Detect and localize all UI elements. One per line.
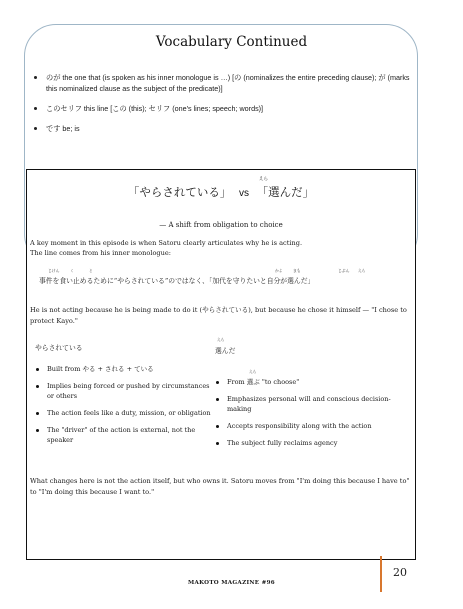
page-number-rule bbox=[380, 556, 382, 592]
left-column-list bbox=[33, 364, 213, 452]
right-bullet: Accepts responsibility along with the action bbox=[213, 421, 405, 431]
vocabulary-title: Vocabulary Continued bbox=[155, 34, 308, 50]
quote-furigana: かよ bbox=[275, 268, 283, 273]
right-bullet: The subject fully reclaims agency bbox=[213, 438, 405, 448]
right-column-list bbox=[213, 377, 405, 455]
headline-furigana: えら bbox=[259, 177, 268, 182]
magazine-footer: MAKOTO MAGAZINE #96 bbox=[188, 580, 275, 586]
vocab-item-noga: のが the one that (is spoken as his inner monologue is …) [の (nominalizes the entire preceding clause); が (marks this nominalized clause as the subject of the predicate)] bbox=[30, 72, 410, 94]
left-bullet: The "driver" of the action is external, not the speaker bbox=[33, 425, 213, 445]
headline-left: 「やらされている」 bbox=[127, 185, 232, 199]
quote-furigana: じぶん bbox=[338, 268, 350, 273]
subheading: — A shift from obligation to choice bbox=[159, 221, 283, 229]
right-bullet: Emphasizes personal will and conscious decision-making bbox=[213, 394, 405, 414]
vocab-item-desu: です be; is bbox=[30, 123, 410, 134]
headline-vs: vs bbox=[239, 188, 249, 199]
quote-furigana: く bbox=[70, 268, 74, 273]
headline bbox=[27, 184, 415, 200]
vocabulary-list bbox=[30, 72, 410, 143]
quote-furigana: と bbox=[89, 268, 93, 273]
intro-line-2: The line comes from his inner monologue: bbox=[30, 249, 172, 257]
left-bullet: Built from やる + される + ている bbox=[33, 364, 213, 374]
right-column-heading: 選んだ bbox=[215, 347, 236, 355]
right-bullet: From 選ぶ "to choose" bbox=[213, 377, 405, 387]
quote-furigana: えら bbox=[358, 268, 366, 273]
left-bullet: The action feels like a duty, mission, or obligation bbox=[33, 408, 213, 418]
headline-right: 「選んだ」 bbox=[256, 185, 315, 199]
quote-furigana: じけん bbox=[48, 268, 60, 273]
intro-line-1: A key moment in this episode is when Satoru clearly articulates why he is acting. bbox=[30, 239, 303, 247]
left-bullet: Implies being forced or pushed by circumstances or others bbox=[33, 381, 213, 401]
inner-monologue-quote: 事件を食い止めるために“やらされている”のではなく、「加代を守りたいと自分が選んだ」 bbox=[39, 277, 315, 285]
explanation-paragraph: He is not acting because he is being made to do it (やらされている), but because he chose it himself — "I chose to protect Kayo." bbox=[30, 306, 407, 325]
left-column-heading: やらされている bbox=[35, 344, 83, 352]
right-heading-furigana: えら bbox=[217, 337, 225, 342]
vocab-item-kono-serifu: このセリフ this line [この (this); セリフ (one's lines; speech; words)] bbox=[30, 103, 410, 114]
right-bullet-furigana: えら bbox=[249, 369, 257, 374]
grammar-box bbox=[26, 169, 416, 560]
page-number: 20 bbox=[393, 566, 407, 579]
conclusion-paragraph: What changes here is not the action itself, but who owns it. Satoru moves from "I'm doing this because I have to" to "I'm doing this because I want to." bbox=[30, 477, 410, 496]
quote-furigana: まも bbox=[293, 268, 301, 273]
